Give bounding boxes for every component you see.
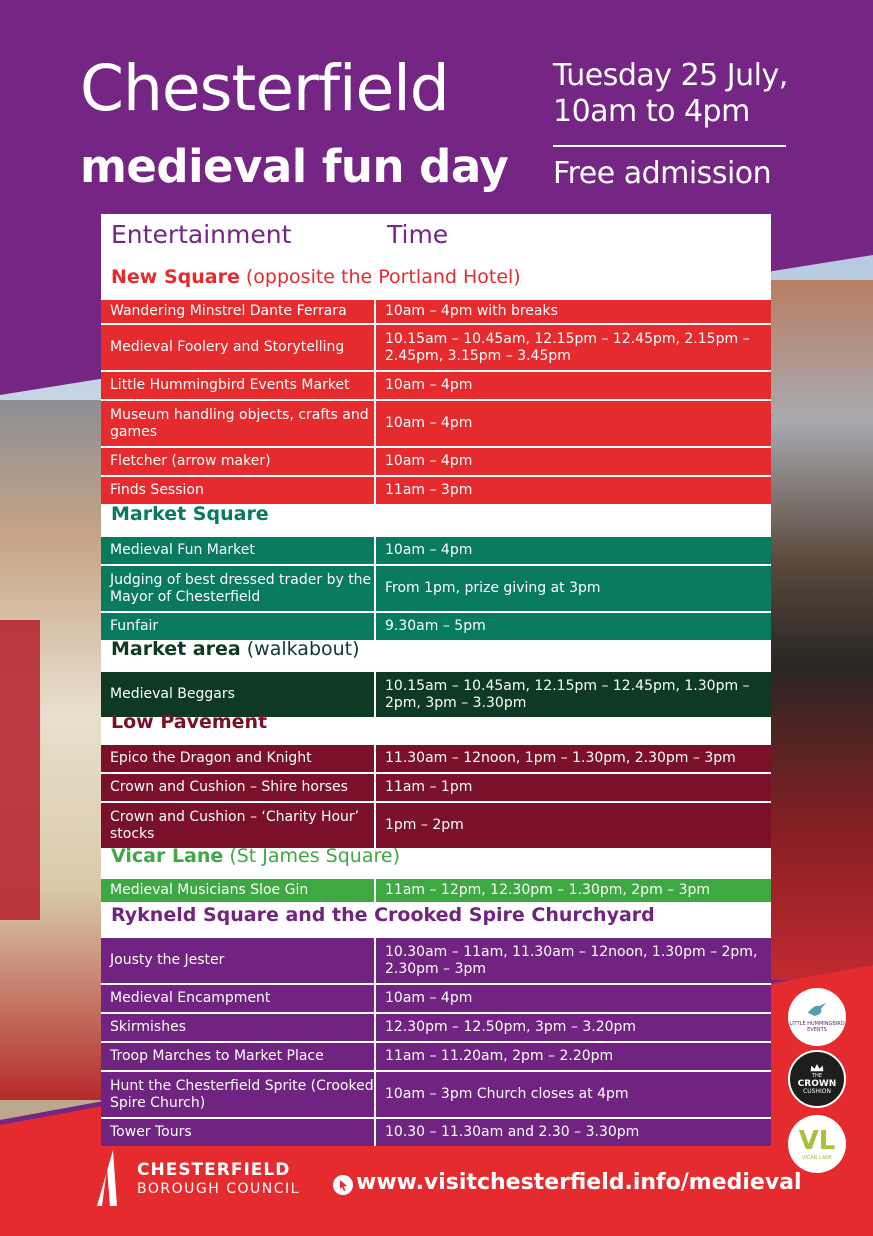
- entertainment-cell: Skirmishes: [101, 1014, 376, 1041]
- section-name: New Square: [111, 266, 240, 288]
- table-row: [101, 803, 771, 848]
- entertainment-cell: Finds Session: [101, 477, 376, 504]
- time-cell: 11.30am – 12noon, 1pm – 1.30pm, 2.30pm – 3pm: [385, 750, 736, 766]
- section-name: Rykneld Square and the Crooked Spire Churchyard: [111, 904, 655, 926]
- table-row: [101, 1119, 771, 1146]
- entertainment-cell: Wandering Minstrel Dante Ferrara: [101, 300, 376, 323]
- entertainment-cell: Medieval Fun Market: [101, 537, 376, 564]
- table-row: [101, 1072, 771, 1117]
- time-cell: 10am – 4pm: [385, 415, 473, 431]
- section-name: Vicar Lane: [111, 845, 224, 867]
- time-cell: 12.30pm – 12.50pm, 3pm – 3.20pm: [385, 1019, 637, 1035]
- council-name: CHESTERFIELD: [137, 1160, 291, 1180]
- table-row: [101, 985, 771, 1012]
- section-name: Low Pavement: [111, 711, 268, 733]
- time-cell: 11am – 12pm, 12.30pm – 1.30pm, 2pm – 3pm: [385, 882, 711, 898]
- time-cell: 10am – 4pm: [385, 990, 473, 1006]
- time-cell: 10am – 4pm: [385, 542, 473, 558]
- table-row: [101, 401, 771, 446]
- cursor-click-icon: [333, 1175, 353, 1195]
- vicar-lane-logo: [788, 1115, 846, 1173]
- council-subtitle: BOROUGH COUNCIL: [137, 1181, 300, 1197]
- time-cell: From 1pm, prize giving at 3pm: [385, 580, 601, 596]
- crown-icon: [809, 1063, 825, 1073]
- entertainment-cell: Little Hummingbird Events Market: [101, 372, 376, 399]
- table-row: [101, 325, 771, 370]
- header-divider: [553, 145, 786, 147]
- little-hummingbird-logo: [788, 988, 846, 1046]
- table-row: [101, 613, 771, 640]
- entertainment-cell: Crown and Cushion – ‘Charity Hour’ stocks: [101, 803, 376, 848]
- vicar-lane-text: VICAR LANE: [801, 1155, 833, 1161]
- section-title: [111, 266, 521, 288]
- event-date-time: 10am to 4pm: [553, 94, 750, 129]
- entertainment-cell: Hunt the Chesterfield Sprite (Crooked Spire Church): [101, 1072, 376, 1117]
- section-title: [111, 845, 400, 867]
- title-chesterfield: Chesterfield: [80, 52, 449, 125]
- crown-logo-crown: CROWN: [797, 1079, 837, 1089]
- time-cell: 10am – 3pm Church closes at 4pm: [385, 1086, 629, 1102]
- knight-figure-right: [770, 280, 873, 980]
- entertainment-cell: Fletcher (arrow maker): [101, 448, 376, 475]
- event-date-day: Tuesday 25 July,: [553, 58, 788, 93]
- website-link[interactable]: www.visitchesterfield.info/medieval: [356, 1170, 802, 1195]
- entertainment-cell: Medieval Foolery and Storytelling: [101, 325, 376, 370]
- section-title: [111, 904, 655, 926]
- time-cell: 10.30am – 11am, 11.30am – 12noon, 1.30pm – 2pm, 2.30pm – 3pm: [385, 943, 758, 977]
- table-row: [101, 879, 771, 902]
- entertainment-cell: Medieval Musicians Sloe Gin: [101, 879, 376, 902]
- time-cell: 10.15am – 10.45am, 12.15pm – 12.45pm, 1.30pm – 2pm, 3pm – 3.30pm: [385, 677, 750, 711]
- crooked-spire-icon: [93, 1148, 123, 1208]
- table-row: [101, 774, 771, 801]
- section-note: (St James Square): [223, 845, 400, 867]
- time-cell: 11am – 3pm: [385, 482, 473, 498]
- table-row: [101, 566, 771, 611]
- time-cell: 9.30am – 5pm: [385, 618, 486, 634]
- table-row: [101, 1014, 771, 1041]
- column-header-entertainment: Entertainment: [111, 220, 292, 249]
- time-cell: 10am – 4pm: [385, 453, 473, 469]
- entertainment-cell: Troop Marches to Market Place: [101, 1043, 376, 1070]
- schedule-table: [101, 214, 771, 1139]
- time-cell: 1pm – 2pm: [385, 817, 464, 833]
- entertainment-cell: Museum handling objects, crafts and games: [101, 401, 376, 446]
- time-cell: 10am – 4pm: [385, 377, 473, 393]
- entertainment-cell: Jousty the Jester: [101, 938, 376, 983]
- section-title: [111, 503, 269, 525]
- table-row: [101, 1043, 771, 1070]
- section-note: (walkabout): [240, 638, 360, 660]
- section-note: (opposite the Portland Hotel): [239, 266, 521, 288]
- time-cell: 10.15am – 10.45am, 12.15pm – 12.45pm, 2.15pm – 2.45pm, 3.15pm – 3.45pm: [385, 330, 750, 364]
- entertainment-cell: Funfair: [101, 613, 376, 640]
- time-cell: 11am – 11.20am, 2pm – 2.20pm: [385, 1048, 614, 1064]
- column-header-time: Time: [387, 220, 449, 249]
- crown-logo-cushion: CUSHION: [803, 1088, 831, 1095]
- knight-tabard-left: [0, 620, 40, 920]
- hummingbird-icon: [804, 1001, 830, 1021]
- entertainment-cell: Tower Tours: [101, 1119, 376, 1146]
- crown-logo-the: THE: [812, 1073, 822, 1079]
- hummingbird-logo-text: LITTLE HUMMINGBIRD EVENTS: [789, 1021, 845, 1033]
- entertainment-cell: Judging of best dressed trader by the Mayor of Chesterfield: [101, 566, 376, 611]
- table-header: [101, 220, 771, 254]
- section-title: [111, 711, 267, 733]
- table-row: [101, 745, 771, 772]
- title-medieval-fun-day: medieval fun day: [80, 140, 509, 193]
- table-row: [101, 300, 771, 323]
- table-row: [101, 372, 771, 399]
- event-date: [553, 58, 788, 130]
- entertainment-cell: Medieval Beggars: [101, 672, 376, 717]
- section-title: [111, 638, 360, 660]
- time-cell: 10am – 4pm with breaks: [385, 303, 558, 319]
- section-name: Market area: [111, 638, 241, 660]
- crown-and-cushion-logo: [788, 1050, 846, 1108]
- entertainment-cell: Epico the Dragon and Knight: [101, 745, 376, 772]
- section-name: Market Square: [111, 503, 269, 525]
- time-cell: 10.30 – 11.30am and 2.30 – 3.30pm: [385, 1124, 640, 1140]
- entertainment-cell: Medieval Encampment: [101, 985, 376, 1012]
- time-cell: 11am – 1pm: [385, 779, 473, 795]
- admission-text: Free admission: [553, 156, 772, 191]
- table-row: [101, 537, 771, 564]
- vicar-lane-mark: VL: [798, 1126, 836, 1156]
- entertainment-cell: Crown and Cushion – Shire horses: [101, 774, 376, 801]
- table-row: [101, 477, 771, 504]
- table-row: [101, 938, 771, 983]
- table-row: [101, 448, 771, 475]
